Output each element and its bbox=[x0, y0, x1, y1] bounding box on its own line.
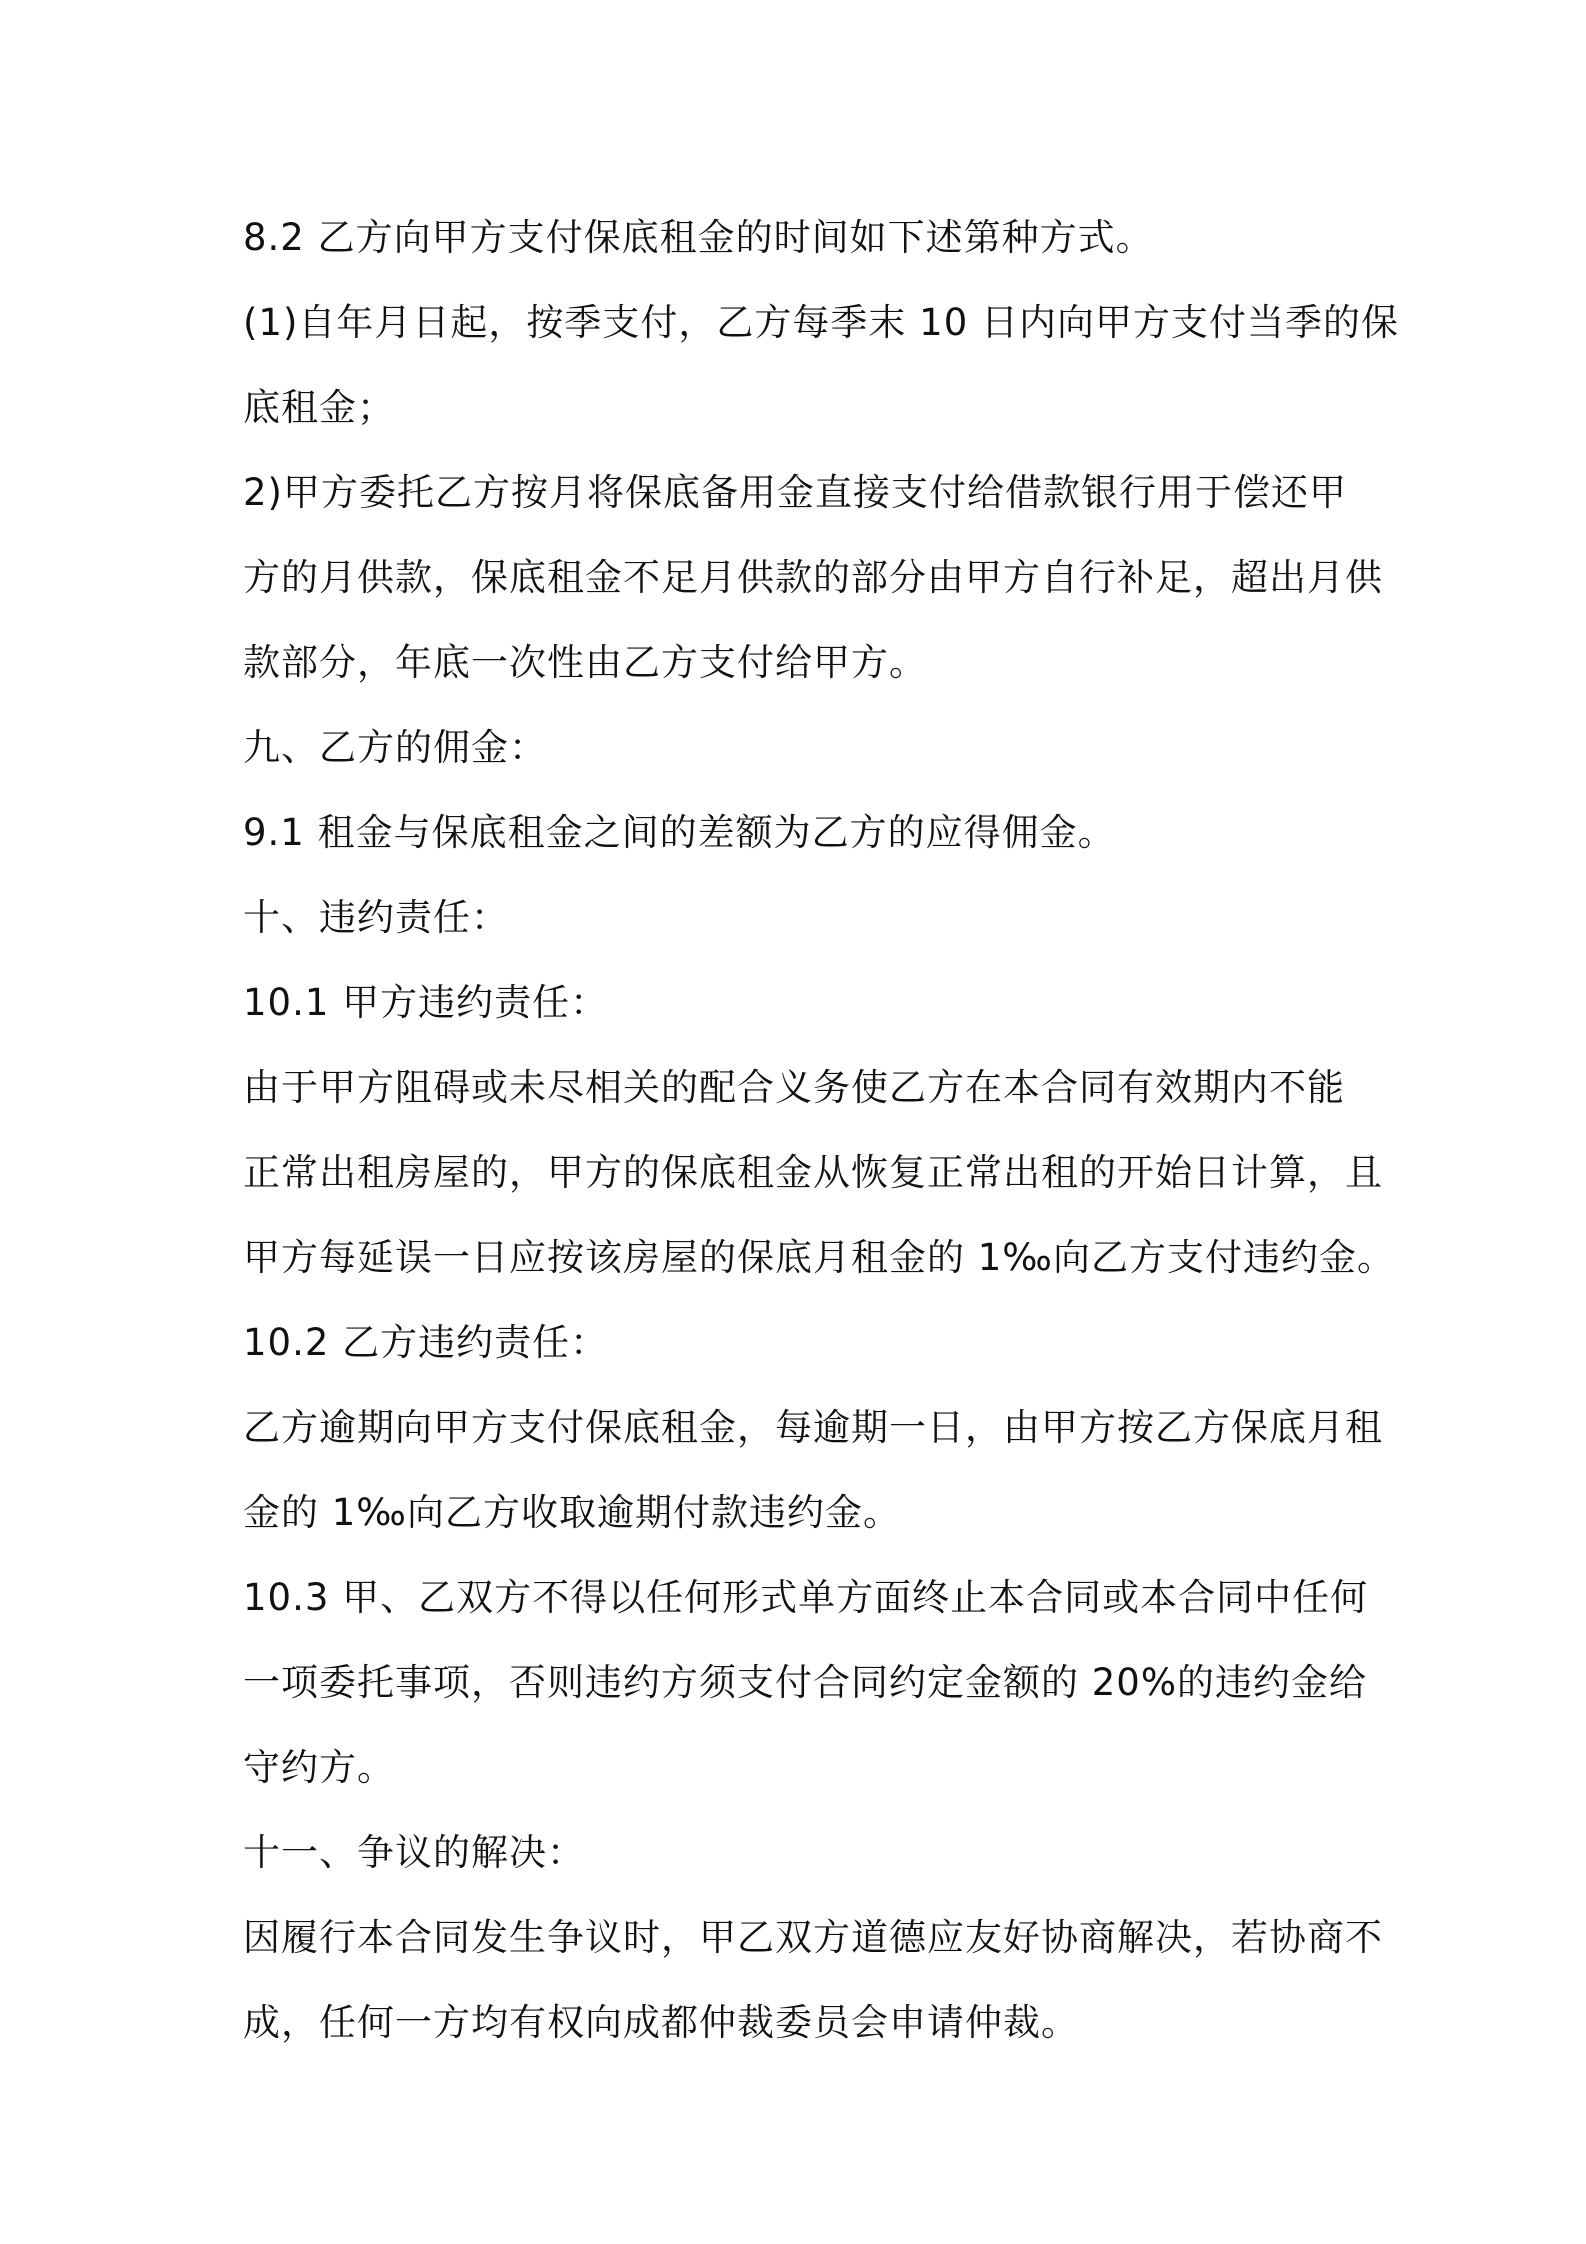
text-line: 甲方每延误一日应按该房屋的保底月租金的 1‰向乙方支付违约金。 bbox=[243, 1236, 1395, 1279]
clause-8-2-option-1 bbox=[243, 280, 1400, 450]
clause-9-1 bbox=[243, 790, 1358, 875]
clause-8-2 bbox=[243, 195, 1358, 280]
subheading-10-1 bbox=[243, 960, 1358, 1045]
clause-11 bbox=[243, 1895, 1383, 2065]
section-heading-10 bbox=[243, 875, 1358, 960]
clause-8-2-option-2 bbox=[243, 450, 1383, 705]
heading-line: 十、违约责任： bbox=[243, 896, 509, 939]
section-heading-11 bbox=[243, 1810, 1358, 1895]
text-line: 正常出租房屋的，甲方的保底租金从恢复正常出租的开始日计算，且 bbox=[243, 1151, 1383, 1194]
text-line: 2)甲方委托乙方按月将保底备用金直接支付给借款银行用于偿还甲 bbox=[243, 471, 1347, 514]
text-line: 守约方。 bbox=[243, 1746, 395, 1789]
clause-10-1 bbox=[243, 1045, 1395, 1300]
text-line: 10.3 甲、乙双方不得以任何形式单方面终止本合同或本合同中任何 bbox=[243, 1576, 1369, 1619]
text-line: 底租金； bbox=[243, 386, 395, 429]
heading-line: 10.2 乙方违约责任： bbox=[243, 1321, 609, 1364]
document-body bbox=[243, 195, 1400, 2065]
text-line: 因履行本合同发生争议时，甲乙双方道德应友好协商解决，若协商不 bbox=[243, 1916, 1383, 1959]
text-line: 9.1 租金与保底租金之间的差额为乙方的应得佣金。 bbox=[243, 811, 1116, 854]
text-line: 由于甲方阻碍或未尽相关的配合义务使乙方在本合同有效期内不能 bbox=[243, 1066, 1345, 1109]
section-heading-9 bbox=[243, 705, 1358, 790]
text-line: 款部分，年底一次性由乙方支付给甲方。 bbox=[243, 641, 927, 684]
text-line: 方的月供款，保底租金不足月供款的部分由甲方自行补足，超出月供 bbox=[243, 556, 1383, 599]
text-line: 一项委托事项，否则违约方须支付合同约定金额的 20%的违约金给 bbox=[243, 1661, 1367, 1704]
subheading-10-2 bbox=[243, 1300, 1358, 1385]
heading-line: 九、乙方的佣金： bbox=[243, 726, 547, 769]
text-line: 8.2 乙方向甲方支付保底租金的时间如下述第种方式。 bbox=[243, 216, 1154, 259]
text-line: 乙方逾期向甲方支付保底租金，每逾期一日，由甲方按乙方保底月租 bbox=[243, 1406, 1383, 1449]
text-line: (1)自年月日起，按季支付，乙方每季末 10 日内向甲方支付当季的保 bbox=[243, 301, 1400, 344]
clause-10-3 bbox=[243, 1555, 1369, 1810]
clause-10-2 bbox=[243, 1385, 1383, 1555]
heading-line: 10.1 甲方违约责任： bbox=[243, 981, 609, 1024]
text-line: 成，任何一方均有权向成都仲裁委员会申请仲裁。 bbox=[243, 2001, 1079, 2044]
heading-line: 十一、争议的解决： bbox=[243, 1831, 585, 1874]
text-line: 金的 1‰向乙方收取逾期付款违约金。 bbox=[243, 1491, 901, 1534]
